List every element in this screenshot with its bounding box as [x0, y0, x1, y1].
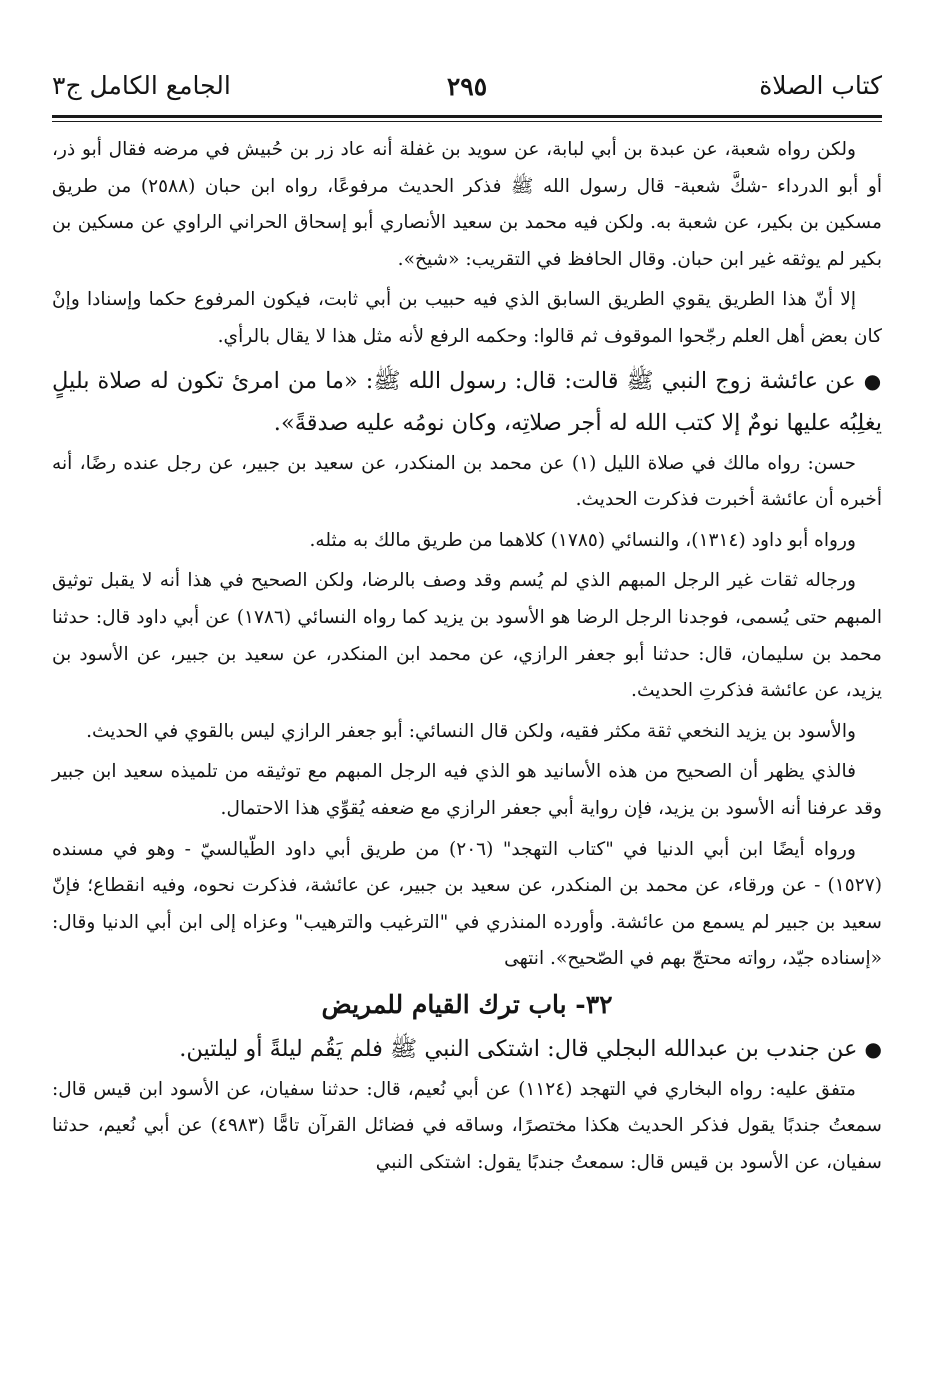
- commentary-paragraph: ولكن رواه شعبة، عن عبدة بن أبي لبابة، عن سويد بن غفلة أنه عاد زر بن حُبيش في مرضه فقال أبو ذر، أو أبو الدرداء -شكَّ شعبة- قال رسول الله ﷺ فذكر الحديث مرفوعًا، رواه ابن حبان (٢٥٨٨) من طريق مسكين بن بكير، عن شعبة به. ولكن فيه محمد بن سعيد الأنصاري أبو إسحاق الحراني الراوي عن مسكين بن بكير لم يوثقه غير ابن حبان. وقال الحافظ في التقريب: «شيخ».: [52, 139, 883, 270]
- running-head-book-title: كتاب الصلاة: [759, 71, 882, 100]
- bullet-icon: ●: [864, 1036, 882, 1061]
- header-rule-thin: [52, 121, 882, 122]
- commentary-paragraph: إلا أنّ هذا الطريق يقوي الطريق السابق الذي فيه حبيب بن أبي ثابت، فيكون المرفوع حكما وإسنادا وإنْ كان بعض أهل العلم رجّحوا الموقوف ثم قالوا: وحكمه الرفع لأنه مثل هذا لا يقال بالرأي.: [52, 289, 882, 347]
- commentary-paragraph: ورجاله ثقات غير الرجل المبهم الذي لم يُسم وقد وصف بالرضا، ولكن الصحيح في هذا أنه لا يقبل توثيق المبهم حتى يُسمى، فوجدنا الرجل الرضا هو الأسود بن يزيد كما رواه النسائي (١٧٨٦) عن أبي داود قال: حدثنا محمد بن سليمان، قال: حدثنا أبو جعفر الرازي، عن محمد ابن المنكدر، عن سعيد بن جبير، عن الأسود بن يزيد، عن عائشة فذكرتِ الحديث.: [52, 570, 882, 702]
- page-number: ٢٩٥: [446, 72, 488, 101]
- commentary-paragraph: فالذي يظهر أن الصحيح من هذه الأسانيد هو الذي فيه الرجل المبهم مع توثيقه من تلميذه سعيد ابن جبير وقد عرفنا أنه الأسود بن يزيد، فإن رواية أبي جعفر الرازي مع ضعفه يُقوِّي هذا الاحتمال.: [52, 761, 882, 819]
- page-body: [52, 112, 882, 1182]
- header-rule-thick: [52, 115, 882, 118]
- commentary-paragraph: ورواه أبو داود (١٣١٤)، والنسائي (١٧٨٥) كلاهما من طريق مالك به مثله.: [309, 529, 856, 551]
- page-header: [52, 0, 882, 112]
- hadith-text-body: عن عائشة زوج النبي ﷺ قالت: قال: رسول الله ﷺ: «ما من امرئ تكون له صلاة بليلٍ يغلِبُه عليها نومٌ إلا كتب الله له أجر صلاتِه، وكان نومُه عليه صدقةً».: [52, 367, 882, 436]
- hadith-text-body: عن جندب بن عبدالله البجلي قال: اشتكى النبي ﷺ فلم يَقُم ليلةً أو ليلتين.: [179, 1035, 858, 1062]
- grading-paragraph: حسن: رواه مالك في صلاة الليل (١) عن محمد بن المنكدر، عن سعيد بن جبير، عن رجل عنده رضًا، أنه أخبره أن عائشة أخبرت فذكرت الحديث.: [52, 452, 882, 511]
- hadith-text: [52, 360, 882, 444]
- grading-paragraph: متفق عليه: رواه البخاري في التهجد (١١٢٤) عن أبي نُعيم، قال: حدثنا سفيان، عن الأسود ابن قيس قال: سمعتُ جندبًا يقول فذكر الحديث هكذا مختصرًا، وساقه في فضائل القرآن تامًّا (٤٩٨٣) عن أبي نُعيم، حدثنا سفيان، عن الأسود بن قيس قال: سمعتُ جندبًا يقول: اشتكى النبي: [52, 1078, 882, 1174]
- commentary-paragraph: ورواه أيضًا ابن أبي الدنيا في "كتاب التهجد" (٢٠٦) من طريق أبي داود الطّيالسيّ - وهو في مسنده (١٥٢٧) - عن ورقاء، عن محمد بن المنكدر، عن سعيد بن جبير، عن عائشة، فذكرت نحوه، وفيه انقطاع؛ فإنّ سعيد بن جبير لم يسمع من عائشة. وأورده المنذري في "الترغيب والترهيب" وعزاه إلى ابن أبي الدنيا وقال: «إسناده جيّد، رواته محتجّ بهم في الصّحيح». انتهى: [52, 838, 882, 970]
- commentary-paragraph: والأسود بن يزيد النخعي ثقة مكثر فقيه، ولكن قال النسائي: أبو جعفر الرازي ليس بالقوي في الحديث.: [86, 720, 856, 742]
- bullet-icon: ●: [863, 368, 882, 393]
- chapter-heading: ٣٢- باب ترك القيام للمريض: [321, 989, 613, 1019]
- hadith-text: [52, 1028, 882, 1070]
- running-head-volume: الجامع الكامل ج٣: [52, 71, 231, 100]
